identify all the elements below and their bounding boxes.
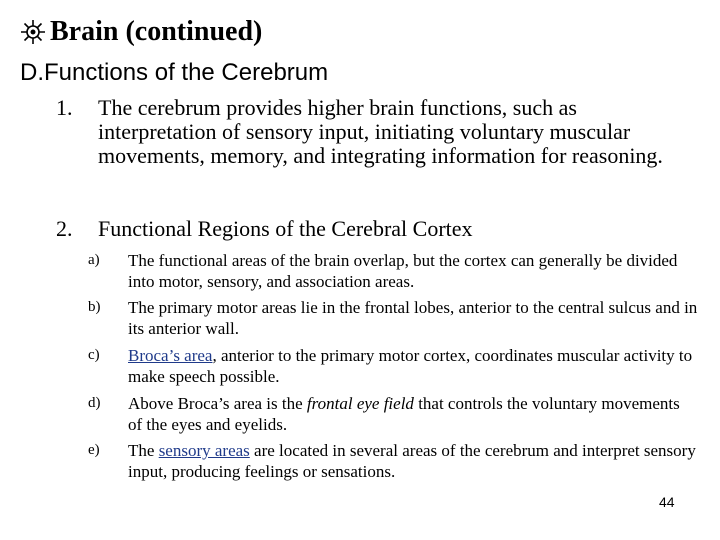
list-item-1 — [56, 96, 696, 168]
sub-item-letter: c) — [88, 347, 100, 363]
sub-item-d — [88, 393, 698, 435]
sub-item-e — [88, 440, 698, 482]
sub-item-text — [128, 345, 698, 387]
sub-item-letter: e) — [88, 442, 100, 458]
sub-item-text: The functional areas of the brain overlap, but the cortex can generally be divided into motor, sensory, and association areas. — [128, 251, 678, 291]
section-heading: D.Functions of the Cerebrum — [20, 59, 329, 86]
page-number: 44 — [659, 494, 675, 510]
list-number: 1. — [56, 95, 73, 120]
sub-item-a — [88, 250, 698, 292]
list-item-text: The cerebrum provides higher brain functions, such as interpretation of sensory input, initiating voluntary muscular movements, memory, and integrating information for reasoning. — [98, 95, 663, 168]
sub-item-letter: a) — [88, 252, 100, 268]
brocas-area-link[interactable]: Broca’s area — [128, 346, 213, 365]
sub-item-letter: d) — [88, 395, 101, 411]
sub-item-text-before: Above Broca’s area is the — [128, 394, 307, 413]
sub-item-text: The primary motor areas lie in the frontal lobes, anterior to the central sulcus and in its anterior wall. — [128, 298, 698, 338]
sensory-areas-link[interactable]: sensory areas — [158, 441, 250, 460]
list-item-text: Functional Regions of the Cerebral Cortex — [98, 216, 473, 241]
sub-item-text-after: that controls the voluntary movements of the eyes and eyelids. — [128, 394, 680, 434]
sub-item-text — [128, 393, 698, 435]
sub-item-letter: b) — [88, 299, 101, 315]
sun-ornament-icon — [20, 19, 46, 45]
slide-title: Brain (continued) — [50, 16, 263, 47]
sub-item-text — [128, 440, 698, 482]
sub-item-text-after: are located in several areas of the cerebrum and interpret sensory input, producing feelings or sensations. — [128, 441, 696, 481]
list-item-2 — [56, 217, 696, 241]
sub-item-b — [88, 297, 698, 339]
sub-item-text-rest: , anterior to the primary motor cortex, coordinates muscular activity to make speech possible. — [128, 346, 693, 386]
slide-title-row — [20, 14, 262, 50]
list-number: 2. — [56, 216, 73, 241]
sub-item-text-before: The — [128, 441, 159, 460]
frontal-eye-field-term: frontal eye field — [306, 394, 414, 413]
sub-item-c — [88, 345, 698, 387]
